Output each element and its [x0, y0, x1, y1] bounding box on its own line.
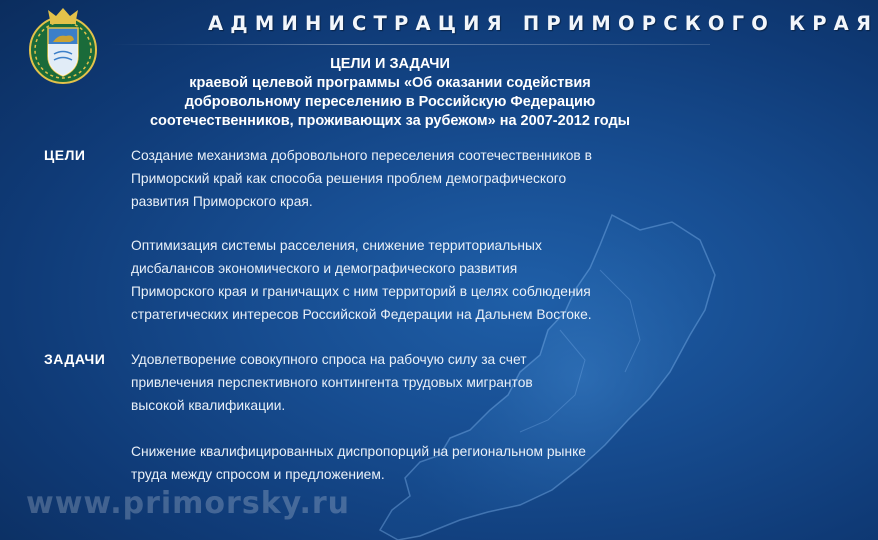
task-2-line: труда между спросом и предложением. — [131, 467, 385, 482]
task-2-line: Снижение квалифицированных диспропорций на региональном рынке — [131, 444, 586, 459]
organization-title: АДМИНИСТРАЦИЯ ПРИМОРСКОГО КРАЯ — [208, 12, 878, 35]
task-item-1 — [131, 348, 691, 417]
task-item-2 — [131, 440, 691, 486]
slide-heading — [100, 55, 680, 131]
goal-1-line: Создание механизма добровольного переселения соотечественников в — [131, 148, 592, 163]
heading-line-1: ЦЕЛИ И ЗАДАЧИ — [330, 56, 450, 72]
goal-1-line: развития Приморского края. — [131, 194, 313, 209]
goal-2-line: Оптимизация системы расселения, снижение территориальных — [131, 238, 542, 253]
goals-label: ЦЕЛИ — [44, 147, 86, 163]
task-1-line: привлечения перспективного контингента трудовых мигрантов — [131, 375, 533, 390]
heading-line-2: краевой целевой программы «Об оказании содействия — [189, 75, 591, 91]
tasks-label: ЗАДАЧИ — [44, 351, 106, 367]
header-divider — [110, 44, 710, 45]
coat-of-arms-icon — [26, 4, 100, 88]
heading-line-3: добровольному переселению в Российскую Федерацию — [184, 94, 596, 110]
heading-line-4: соотечественников, проживающих за рубежом» на 2007-2012 годы — [149, 113, 631, 129]
goal-2-line: Приморского края и граничащих с ним территорий в целях соблюдения — [131, 284, 591, 299]
task-1-line: Удовлетворение совокупного спроса на рабочую силу за счет — [131, 352, 527, 367]
task-1-line: высокой квалификации. — [131, 398, 286, 413]
goal-2-line: дисбалансов экономического и демографического развития — [131, 261, 518, 276]
goal-item-2 — [131, 234, 691, 326]
website-watermark: www.primorsky.ru — [26, 486, 350, 521]
goal-1-line: Приморский край как способа решения проблем демографического — [131, 171, 567, 186]
goal-2-line: стратегических интересов Российской Федерации на Дальнем Востоке. — [131, 307, 592, 322]
goal-item-1 — [131, 144, 691, 213]
